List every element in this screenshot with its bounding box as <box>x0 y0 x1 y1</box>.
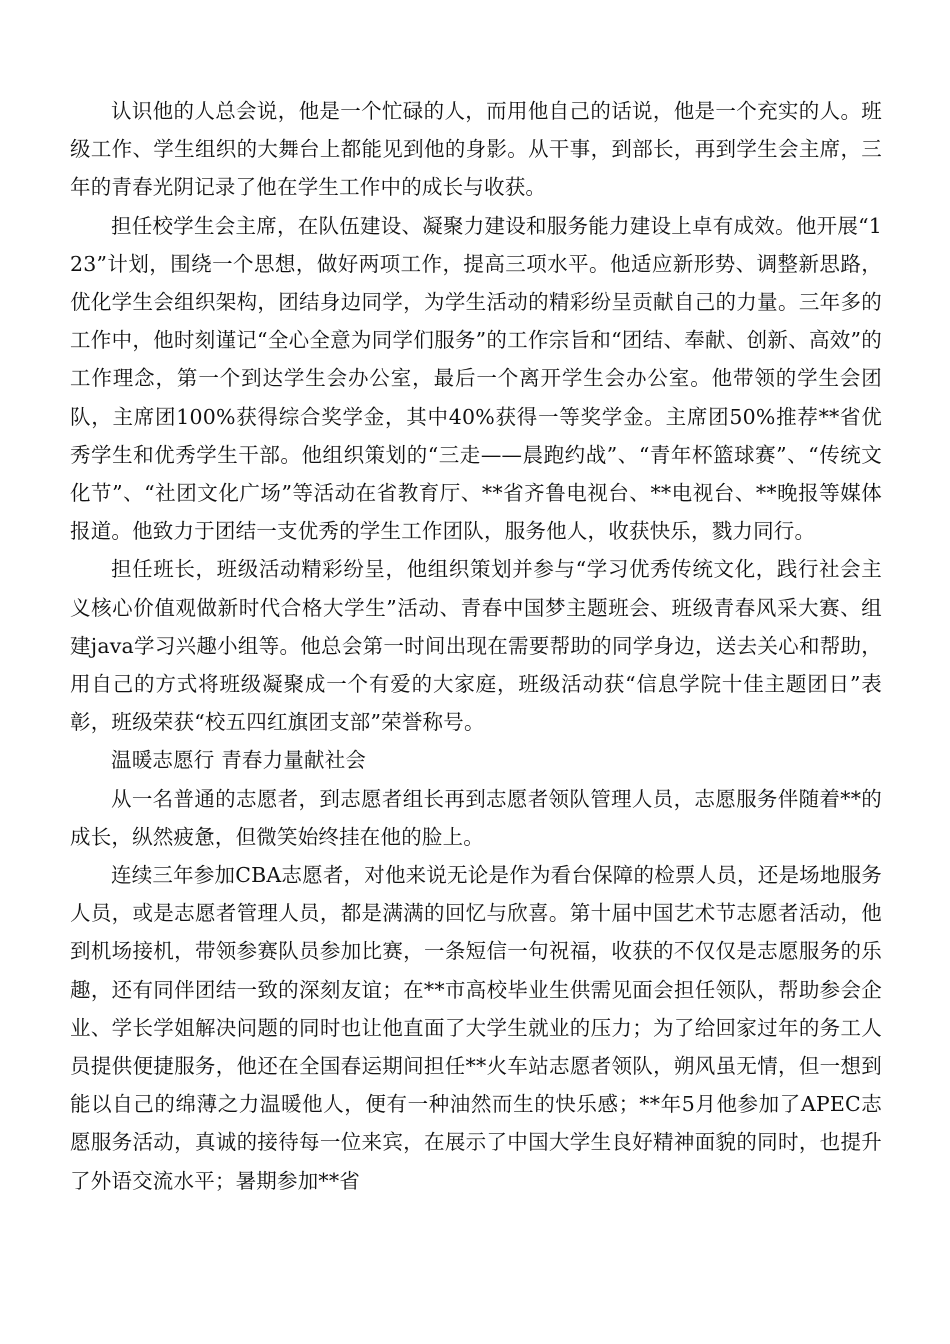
paragraph-intro: 认识他的人总会说，他是一个忙碌的人，而用他自己的话说，他是一个充实的人。班级工作、学生组织的大舞台上都能见到他的身影。从干事，到部长，再到学生会主席，三年的青春光阴记录了他在学生工作中的成长与收获。 <box>70 99 882 200</box>
paragraph-student-union-president: 担任校学生会主席，在队伍建设、凝聚力建设和服务能力建设上卓有成效。他开展“123”计划，围绕一个思想，做好两项工作，提高三项水平。他适应新形势、调整新思路，优化学生会组织架构，团结身边同学，为学生活动的精彩纷呈贡献自己的力量。三年多的工作中，他时刻谨记“全心全意为同学们服务”的工作宗旨和“团结、奉献、创新、高效”的工作理念，第一个到达学生会办公室，最后一个离开学生会办公室。他带领的学生会团队，主席团100%获得综合奖学金，其中40%获得一等奖学金。主席团50%推荐**省优秀学生和优秀学生干部。他组织策划的“三走——晨跑约战”、“青年杯篮球赛”、“传统文化节”、“社团文化广场”等活动在省教育厅、**省齐鲁电视台、**电视台、**晚报等媒体报道。他致力于团结一支优秀的学生工作团队，服务他人，收获快乐，戮力同行。 <box>70 213 882 544</box>
paragraph-volunteer-growth: 从一名普通的志愿者，到志愿者组长再到志愿者领队管理人员，志愿服务伴随着**的成长，纵然疲惫，但微笑始终挂在他的脸上。 <box>70 786 882 849</box>
document-body <box>70 92 882 1200</box>
paragraph-volunteer-activities: 连续三年参加CBA志愿者，对他来说无论是作为看台保障的检票人员，还是场地服务人员，或是志愿者管理人员，都是满满的回忆与欣喜。第十届中国艺术节志愿者活动，他到机场接机，带领参赛队员参加比赛，一条短信一句祝福，收获的不仅仅是志愿服务的乐趣，还有同伴团结一致的深刻友谊；在**市高校毕业生供需见面会担任领队，帮助参会企业、学长学姐解决问题的同时也让他直面了大学生就业的压力；为了给回家过年的务工人员提供便捷服务，他还在全国春运期间担任**火车站志愿者领队，朔风虽无情，但一想到能以自己的绵薄之力温暖他人，便有一种油然而生的快乐感；**年5月他参加了APEC志愿服务活动，真诚的接待每一位来宾，在展示了中国大学生良好精神面貌的同时，也提升了外语交流水平；暑期参加**省 <box>70 863 882 1193</box>
paragraph-class-monitor: 担任班长，班级活动精彩纷呈，他组织策划并参与“学习优秀传统文化，践行社会主义核心价值观做新时代合格大学生”活动、青春中国梦主题班会、班级青春风采大赛、组建java学习兴趣小组等。他总会第一时间出现在需要帮助的同学身边，送去关心和帮助，用自己的方式将班级凝聚成一个有爱的大家庭，班级活动获“信息学院十佳主题团日”表彰，班级荣获“校五四红旗团支部”荣誉称号。 <box>70 557 882 735</box>
section-heading-volunteer: 温暖志愿行 青春力量献社会 <box>111 748 367 773</box>
